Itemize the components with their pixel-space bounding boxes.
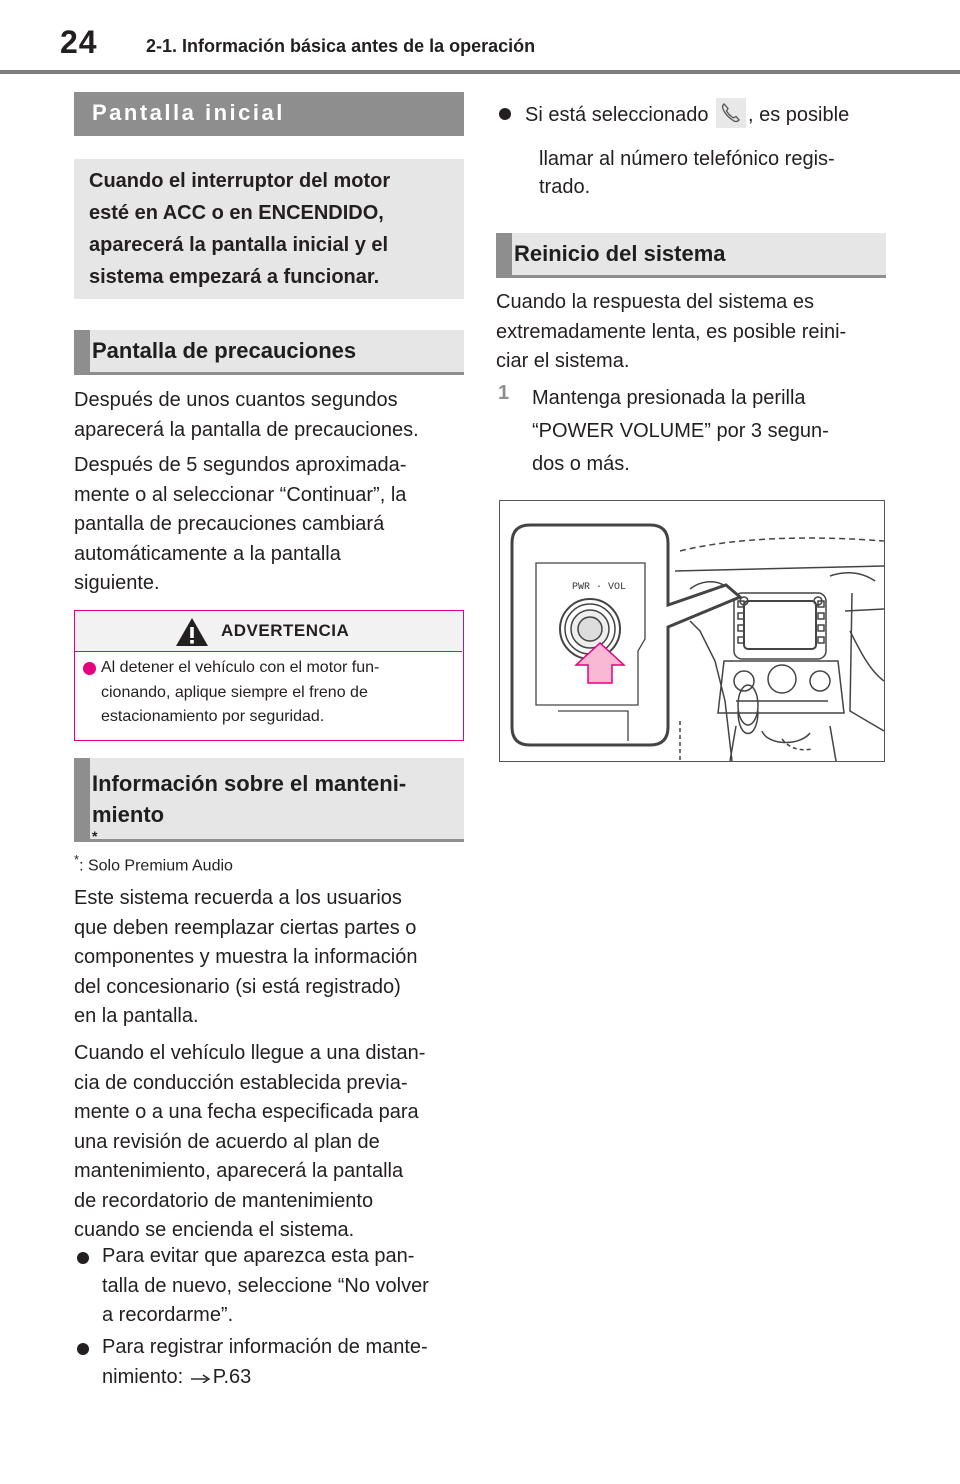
intro-line: esté en ACC o en ENCENDIDO, [89, 202, 384, 224]
phone-bullet-line-3: trado. [539, 176, 591, 198]
pantalla-inicial-heading: Pantalla inicial [74, 92, 464, 136]
reinicio-paragraph: Cuando la respuesta del sistema es extremadamente lenta, es posible reini- ciar el sistema. [496, 291, 847, 372]
page-reference-link[interactable]: P.63 [212, 1365, 252, 1388]
dashboard-illustration [499, 500, 885, 762]
warning-triangle-icon [175, 617, 209, 647]
intro-line: aparecerá la pantalla inicial y el [89, 234, 389, 256]
reinicio-heading: Reinicio del sistema [496, 233, 886, 278]
pantalla-inicial-intro-box [74, 159, 464, 299]
section-title: 2-1. Información básica antes de la operación [146, 36, 536, 56]
phone-button-icon [716, 98, 746, 128]
warning-box [74, 610, 464, 741]
bullet-icon [77, 1343, 89, 1355]
bullet-icon [77, 1252, 89, 1264]
mantenimiento-paragraph-2: Cuando el vehículo llegue a una distan- cia de conducción establecida previa- mente o a una fecha especificada para una revisión de acuerdo al plan de mantenimiento, aparecerá la pantalla de recordatorio de mantenimiento cuando se encienda el sistema. [74, 1042, 426, 1241]
page-number: 24 [60, 24, 98, 60]
mantenimiento-bullet-1: Para evitar que aparezca esta pan- talla de nuevo, seleccione “No volver a recordarme”. [102, 1245, 429, 1326]
warning-bullet-icon [83, 662, 96, 675]
intro-text [89, 165, 390, 293]
phone-bullet-line-1: Si está seleccionado , es posible [525, 100, 905, 131]
warning-title: ADVERTENCIA [221, 621, 350, 640]
reinicio-step-1: Mantenga presionada la perilla “POWER VOLUME” por 3 segun- dos o más. [532, 387, 829, 475]
warning-text: Al detener el vehículo con el motor fun- cionando, aplique siempre el freno de estacionamiento por seguridad. [101, 659, 380, 725]
reference-arrow-icon [190, 1371, 212, 1383]
warning-header [75, 611, 462, 652]
phone-bullet-line-2: llamar al número telefónico regis- [539, 148, 835, 170]
mantenimiento-paragraph-1: Este sistema recuerda a los usuarios que deben reemplazar ciertas partes o componentes y muestra la información del concesionario (si está registrado) en la pantalla. [74, 887, 418, 1027]
mantenimiento-bullet-2: Para registrar información de mante- nimiento: P.63 [102, 1336, 428, 1388]
precauciones-paragraph-2: Después de 5 segundos aproximada- mente o al seleccionar “Continuar”, la pantalla de precauciones cambiará automáticamente a la pantalla siguiente. [74, 454, 407, 594]
bullet-icon [499, 108, 511, 120]
intro-line: Cuando el interruptor del motor [89, 170, 391, 192]
footnote: *: Solo Premium Audio [74, 852, 233, 875]
intro-line: sistema empezará a funcionar. [89, 266, 380, 288]
knob-label: PWR · VOL [572, 582, 627, 593]
step-number: 1 [498, 382, 510, 404]
mantenimiento-heading: Información sobre el manteni- miento * [74, 758, 464, 842]
header-divider [0, 70, 960, 74]
precauciones-heading: Pantalla de precauciones [74, 330, 464, 375]
precauciones-paragraph-1: Después de unos cuantos segundos aparecerá la pantalla de precauciones. [74, 389, 419, 441]
